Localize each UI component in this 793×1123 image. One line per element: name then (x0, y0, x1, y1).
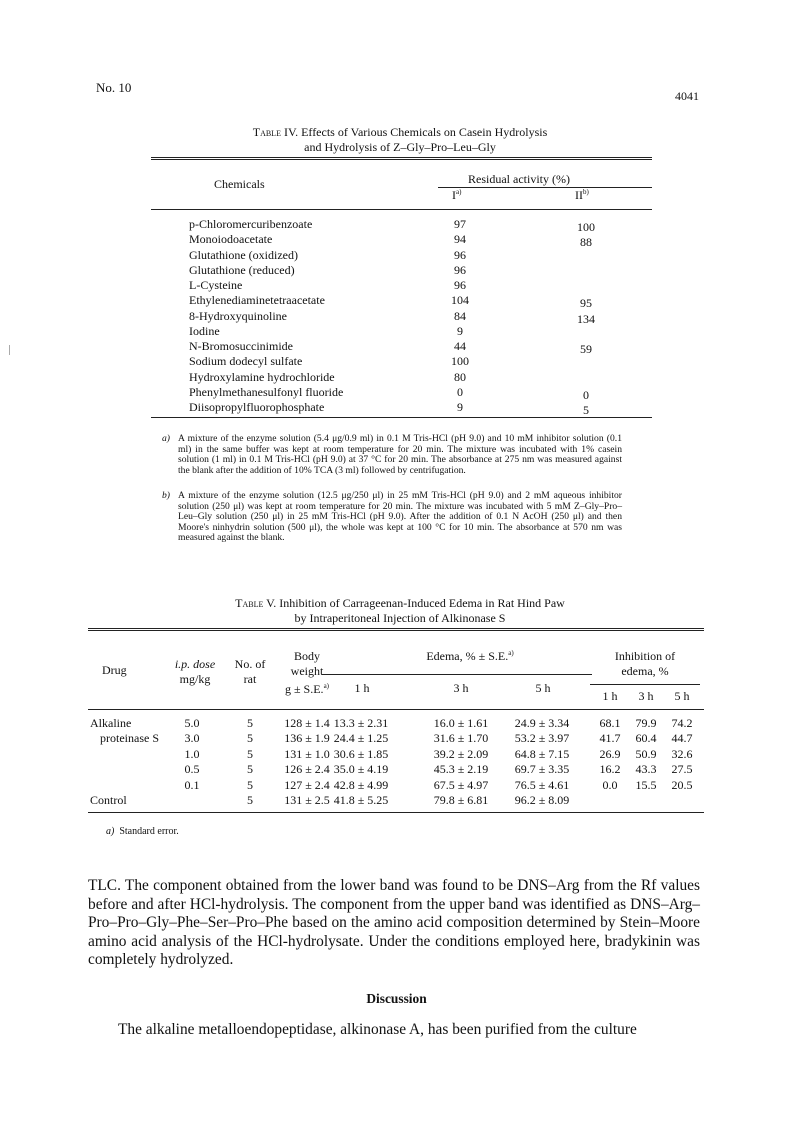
table4-cell-I: 44 (454, 339, 466, 353)
table5-cell-inhib-3h: 60.4 (635, 731, 657, 746)
table5-cell-edema-1h: 42.8 ± 4.99 (333, 777, 389, 792)
footnote-a-text: A mixture of the enzyme solution (5.4 μg/0.9 ml) in 0.1 M Tris-HCl (pH 9.0) and 10 mM inhibitor solution (0.1 ml) in the same buffer was kept at room temperature for 20 min. The mixture was incubated with 1% casein solution (1 ml) in 0.1 M Tris-HCl (pH 9.0) at 37 °C for 20 min. The absorbance at 275 nm was measured against the blank after the addition of 10% TCA (3 ml) followed by centrifugation. (178, 433, 622, 476)
footnote-b-label: b) (162, 490, 170, 501)
table5-edema-subrule (322, 674, 592, 675)
table4-cell-chemical: N-Bromosuccinimide (189, 339, 293, 353)
table4-cell-chemical: Sodium dodecyl sulfate (189, 354, 303, 369)
col-I-sup: a) (456, 188, 462, 196)
table5-cell-inhib-1h: 68.1 (599, 716, 621, 730)
table4-cell-chemical: p-Chloromercuribenzoate (189, 217, 313, 231)
table5-cell-edema-5h: 64.8 ± 7.15 (514, 746, 570, 761)
table5-cell-inhib-3h: 15.5 (635, 777, 657, 792)
table4-cell-I: 80 (454, 369, 466, 384)
table5-cell-edema-5h: 76.5 ± 4.61 (514, 777, 570, 792)
table5-cell-drug: proteinase S (100, 731, 159, 746)
table4-head-chemicals: Chemicals (214, 177, 265, 191)
bw-head-3: g ± S.E. (284, 682, 324, 696)
table4-header-rule (151, 209, 652, 210)
table5-footnote-label: a) (106, 826, 115, 837)
col-I-label: I (452, 188, 456, 202)
bw-head-sup: a) (323, 682, 330, 690)
table5-head-edema-5h: 5 h (535, 681, 551, 695)
table5-cell-drug: Control (90, 793, 127, 807)
table5-cell-bodyweight: 131 ± 2.5 (284, 793, 330, 807)
table4-label: Table IV. (252, 125, 299, 139)
table5-head-inhib-1h: 1 h (602, 689, 618, 703)
table5-head-edema (380, 649, 560, 664)
table5-header-rule (88, 709, 704, 710)
table4-cell-I: 100 (451, 354, 469, 369)
table5-cell-bodyweight: 126 ± 2.4 (284, 762, 330, 777)
table4-cell-II: 5 (583, 403, 589, 417)
table5-head-inhib-5h: 5 h (674, 689, 690, 703)
table5-cell-inhib-5h: 27.5 (671, 762, 693, 777)
table5-cell-edema-3h: 45.3 ± 2.19 (433, 762, 489, 777)
table4-cell-II: 0 (583, 387, 589, 402)
table5-cell-inhib-5h: 20.5 (671, 777, 693, 792)
table5-cell-n: 5 (247, 746, 253, 761)
table5-head-edema-3h: 3 h (453, 681, 469, 695)
table4-head-subrule (438, 187, 652, 188)
bw-head-2: weight (290, 664, 324, 678)
col-II-sup: b) (583, 188, 589, 196)
margin-mark (9, 345, 10, 355)
table5-head-inhib-3h: 3 h (638, 689, 654, 703)
table5-cell-n: 5 (247, 777, 253, 792)
table5-cell-n: 5 (247, 762, 253, 777)
footnote-a-label: a) (162, 433, 170, 444)
table5-cell-n: 5 (247, 793, 253, 807)
table4-cell-chemical: Glutathione (reduced) (189, 262, 295, 277)
table4-cell-II: 59 (580, 342, 592, 356)
table5-cell-inhib-1h: 41.7 (599, 731, 621, 746)
table5-cell-drug: Alkaline (90, 716, 132, 730)
table5-footnote (106, 826, 179, 837)
table4-cell-chemical: Monoiodoacetate (189, 232, 273, 247)
table5-cell-inhib-1h: 16.2 (599, 762, 621, 777)
table4-cell-II: 88 (580, 235, 592, 250)
table5-cell-edema-3h: 39.2 ± 2.09 (433, 746, 489, 761)
table4-cell-chemical: L-Cysteine (189, 278, 243, 292)
table5-caption-line2: by Intraperitoneal Injection of Alkinonase S (294, 611, 506, 625)
table4-cell-I: 94 (454, 232, 466, 247)
table5-cell-inhib-1h: 0.0 (602, 777, 618, 792)
table4-cell-chemical: Phenylmethanesulfonyl fluoride (189, 384, 344, 399)
table5-cell-edema-3h: 16.0 ± 1.61 (433, 716, 489, 730)
table5-cell-edema-5h: 53.2 ± 3.97 (514, 731, 570, 746)
footnote-b-text: A mixture of the enzyme solution (12.5 μg/250 μl) in 25 mM Tris-HCl (pH 9.0) and 2 mM aqueous inhibitor solution (250 μl) was kept at room temperature for 20 min. The mixture was incubated with 5 mM Z–Gly–Pro–Leu–Gly solution (250 μl) in 25 mM Tris-HCl (pH 9.0). After the addition of 0.1 N AcOH (250 μl) and then Moore's ninhydrin solution (500 μl), the whole was kept at 100 °C for 10 min. The absorbance at 570 nm was measured against the blank. (178, 490, 622, 544)
table4-cell-chemical: Hydroxylamine hydrochloride (189, 369, 335, 384)
table5-head-bw (272, 649, 342, 697)
table5-cell-edema-1h: 35.0 ± 4.19 (333, 762, 389, 777)
table4-cell-chemical: Glutathione (oxidized) (189, 247, 298, 262)
table4-cell-II: 100 (577, 220, 595, 234)
table4-cell-I: 0 (457, 384, 463, 399)
running-header-journal-number: No. 10 (96, 80, 132, 95)
dose-head-2: mg/kg (179, 672, 211, 686)
no-head-2: rat (243, 672, 257, 686)
table5-cell-dose: 1.0 (184, 746, 200, 761)
table5-head-inhibition (590, 649, 700, 679)
table5-cell-inhib-5h: 32.6 (671, 746, 693, 761)
table4-cell-I: 9 (457, 323, 463, 338)
table4-head-residual: Residual activity (%) (468, 172, 570, 186)
table4-cell-chemical: Diisopropylfluorophosphate (189, 400, 325, 414)
table5-cell-inhib-3h: 50.9 (635, 746, 657, 761)
col-II-label: II (575, 188, 583, 202)
body-paragraph: TLC. The component obtained from the lower band was found to be DNS–Arg from the Rf values before and after HCl-hydrolysis. The component from the upper band was identified as DNS–Arg–Pro–Pro–Gly–Phe–Ser–Pro–Phe based on the amino acid composition determined by Stein–Moore amino acid analysis of the HCl-hydrolysate. Under the conditions employed here, bradykinin was completely hydrolyzed. (88, 877, 700, 969)
table4-head-col-II (575, 188, 589, 203)
table5-top-rule (88, 628, 704, 631)
table4-cell-I: 104 (451, 293, 469, 308)
table4-cell-I: 97 (454, 217, 466, 231)
inhib-head-2: edema, % (621, 664, 669, 678)
table4-cell-I: 96 (454, 278, 466, 292)
table4-cell-I: 96 (454, 262, 466, 277)
table5-cell-inhib-1h: 26.9 (599, 746, 621, 761)
table5-cell-n: 5 (247, 716, 253, 730)
edema-head: Edema, % ± S.E. (426, 649, 509, 663)
table5-head-drug: Drug (102, 663, 127, 677)
table5-cell-dose: 5.0 (184, 716, 200, 730)
table4-cell-II: 134 (577, 311, 595, 326)
table4-top-rule (151, 157, 652, 160)
table4-cell-I: 9 (457, 400, 463, 414)
dose-head-1: i.p. dose (174, 657, 216, 671)
table5-cell-edema-1h: 24.4 ± 1.25 (333, 731, 389, 746)
table5-cell-dose: 0.5 (184, 762, 200, 777)
table5-cell-edema-3h: 31.6 ± 1.70 (433, 731, 489, 746)
inhib-head-1: Inhibition of (614, 649, 676, 663)
table5-head-edema-1h: 1 h (354, 681, 370, 695)
table4-footnote-b (162, 490, 622, 544)
table4-cell-chemical: Ethylenediaminetetraacetate (189, 293, 325, 308)
table5-inhib-subrule (590, 684, 700, 685)
table4-cell-II: 95 (580, 296, 592, 311)
page-number: 4041 (675, 89, 699, 103)
table5-cell-edema-5h: 96.2 ± 8.09 (514, 793, 570, 807)
table4-footnote-a (162, 433, 622, 476)
table5-cell-bodyweight: 127 ± 2.4 (284, 777, 330, 792)
table4-caption-line2: and Hydrolysis of Z–Gly–Pro–Leu–Gly (304, 140, 496, 154)
table5-cell-dose: 3.0 (184, 731, 200, 746)
table4-cell-chemical: Iodine (189, 323, 220, 338)
table5-cell-edema-1h: 30.6 ± 1.85 (333, 746, 389, 761)
table5-cell-edema-5h: 69.7 ± 3.35 (514, 762, 570, 777)
table5-cell-edema-3h: 79.8 ± 6.81 (433, 793, 489, 807)
table5-footnote-text: Standard error. (119, 826, 179, 837)
table4-cell-I: 96 (454, 247, 466, 262)
table5-cell-inhib-5h: 74.2 (671, 716, 693, 730)
table5-label: Table V. (235, 596, 277, 610)
no-head-1: No. of (234, 657, 266, 671)
table4-caption-line1: Effects of Various Chemicals on Casein Hydrolysis (301, 125, 548, 139)
edema-head-sup: a) (508, 649, 514, 657)
table4-bottom-rule (151, 417, 652, 418)
table5-bottom-rule (88, 812, 704, 813)
table5-cell-edema-5h: 24.9 ± 3.34 (514, 716, 570, 730)
table5-cell-bodyweight: 131 ± 1.0 (284, 746, 330, 761)
table4-head-col-I (452, 188, 461, 203)
table5-cell-n: 5 (247, 731, 253, 746)
table5-caption-line1: Inhibition of Carrageenan-Induced Edema in Rat Hind Paw (279, 596, 565, 610)
table5-cell-bodyweight: 128 ± 1.4 (284, 716, 330, 730)
discussion-heading: Discussion (366, 991, 427, 1006)
table5-cell-inhib-5h: 44.7 (671, 731, 693, 746)
table5-head-no (225, 657, 275, 687)
table5-cell-edema-3h: 67.5 ± 4.97 (433, 777, 489, 792)
table4-cell-I: 84 (454, 308, 466, 323)
bw-head-1: Body (293, 649, 320, 663)
table5-cell-inhib-3h: 79.9 (635, 716, 657, 730)
table5-cell-bodyweight: 136 ± 1.9 (284, 731, 330, 746)
table5-cell-inhib-3h: 43.3 (635, 762, 657, 777)
table5-cell-edema-1h: 41.8 ± 5.25 (333, 793, 389, 807)
table5-caption (120, 596, 680, 626)
table4-caption (150, 125, 650, 155)
table5-cell-dose: 0.1 (184, 777, 200, 792)
table5-cell-edema-1h: 13.3 ± 2.31 (333, 716, 389, 730)
discussion-first-line: The alkaline metalloendopeptidase, alkinonase A, has been purified from the culture (118, 1021, 637, 1038)
table5-head-dose (160, 657, 230, 687)
table4-cell-chemical: 8-Hydroxyquinoline (189, 308, 287, 323)
